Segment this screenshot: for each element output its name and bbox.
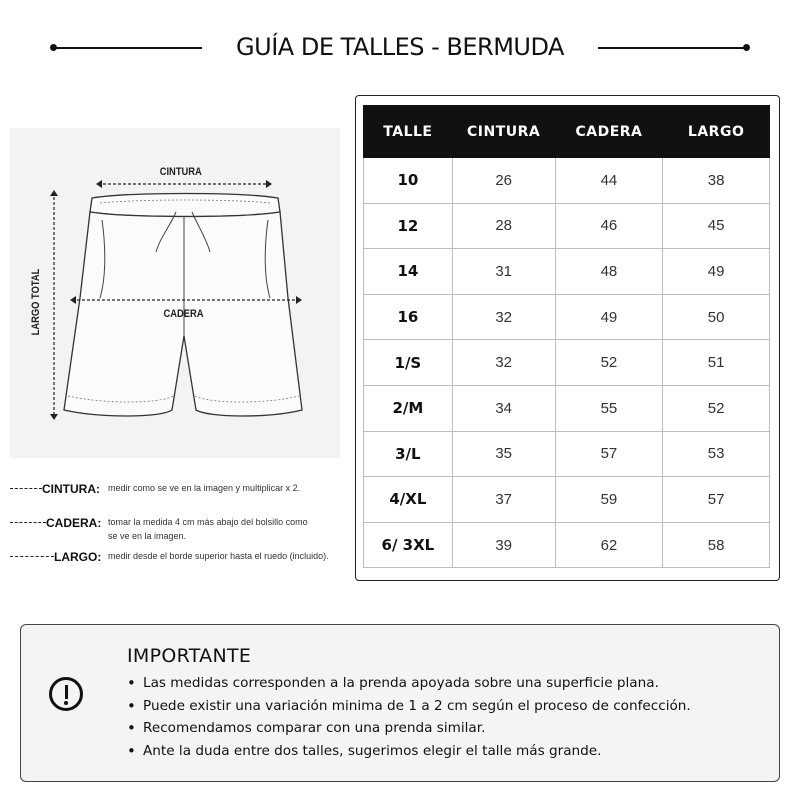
size-cell: 14 [364, 249, 453, 295]
size-cell: 4/XL [364, 477, 453, 523]
note-dash [10, 556, 54, 557]
measure-cell: 49 [555, 294, 663, 340]
measure-cell: 39 [452, 522, 555, 568]
table-row [364, 294, 770, 340]
note-key: CINTURA: [42, 482, 100, 496]
measure-cell: 52 [555, 340, 663, 386]
measure-cell: 45 [663, 203, 770, 249]
list-item: • Las medidas corresponden a la prenda apoyada sobre una superficie plana. [125, 675, 691, 698]
list-item: • Puede existir una variación minima de 1 a 2 cm según el proceso de confección. [125, 698, 691, 721]
table-row [364, 203, 770, 249]
table-row [364, 158, 770, 204]
title-line-right [598, 47, 746, 49]
measure-cell: 38 [663, 158, 770, 204]
title-row [0, 28, 800, 68]
measure-cell: 49 [663, 249, 770, 295]
important-box [20, 624, 780, 782]
header-largo: LARGO [663, 106, 770, 158]
note-key: LARGO: [54, 550, 102, 564]
size-cell: 6/ 3XL [364, 522, 453, 568]
measure-cell: 32 [452, 294, 555, 340]
note-length [10, 548, 350, 582]
measure-cell: 59 [555, 477, 663, 523]
measure-cell: 28 [452, 203, 555, 249]
measure-cell: 57 [663, 477, 770, 523]
measure-cell: 26 [452, 158, 555, 204]
note-text: tomar la medida 4 cm más abajo del bolsillo como se ve en la imagen. [108, 517, 308, 541]
note-hip [10, 514, 350, 548]
note-text: medir desde el borde superior hasta el ruedo (incluido). [108, 551, 329, 561]
table-row [364, 522, 770, 568]
measure-cell: 31 [452, 249, 555, 295]
note-dash [10, 488, 42, 489]
measure-cell: 35 [452, 431, 555, 477]
measure-cell: 44 [555, 158, 663, 204]
measure-cell: 57 [555, 431, 663, 477]
page-title: GUÍA DE TALLES - BERMUDA [236, 33, 564, 61]
list-item: • Ante la duda entre dos talles, sugerimos elegir el talle más grande. [125, 743, 691, 766]
measurement-notes [10, 480, 350, 582]
table-row [364, 385, 770, 431]
measure-cell: 46 [555, 203, 663, 249]
diagram-label-waist: CINTURA [159, 166, 202, 178]
size-cell: 16 [364, 294, 453, 340]
note-text: medir como se ve en la imagen y multiplicar x 2. [108, 483, 301, 493]
note-waist [10, 480, 350, 514]
header-cadera: CADERA [555, 106, 663, 158]
table-body [364, 158, 770, 568]
title-dot-right [743, 44, 750, 51]
exclamation-circle-icon [49, 677, 83, 711]
diagram-label-length: LARGO TOTAL [30, 268, 42, 336]
important-list [125, 675, 691, 765]
size-cell: 10 [364, 158, 453, 204]
measure-cell: 50 [663, 294, 770, 340]
measure-cell: 48 [555, 249, 663, 295]
size-table [363, 105, 770, 568]
shorts-diagram [10, 128, 340, 458]
header-cintura: CINTURA [452, 106, 555, 158]
table-row [364, 340, 770, 386]
table-row [364, 431, 770, 477]
note-key: CADERA: [46, 516, 102, 530]
note-dash [10, 522, 46, 523]
size-cell: 3/L [364, 431, 453, 477]
table-row [364, 477, 770, 523]
important-title: IMPORTANTE [127, 645, 252, 667]
size-cell: 12 [364, 203, 453, 249]
size-cell: 2/M [364, 385, 453, 431]
title-line-left [54, 47, 202, 49]
size-table-frame [355, 95, 780, 581]
measure-cell: 62 [555, 522, 663, 568]
measure-cell: 32 [452, 340, 555, 386]
measure-cell: 51 [663, 340, 770, 386]
measure-cell: 34 [452, 385, 555, 431]
size-cell: 1/S [364, 340, 453, 386]
measure-cell: 52 [663, 385, 770, 431]
measure-cell: 37 [452, 477, 555, 523]
table-header-row [364, 106, 770, 158]
diagram-label-hip: CADERA [163, 308, 204, 320]
table-row [364, 249, 770, 295]
measure-cell: 58 [663, 522, 770, 568]
measure-cell: 55 [555, 385, 663, 431]
header-talle: TALLE [364, 106, 453, 158]
measure-cell: 53 [663, 431, 770, 477]
list-item: • Recomendamos comparar con una prenda similar. [125, 720, 691, 743]
